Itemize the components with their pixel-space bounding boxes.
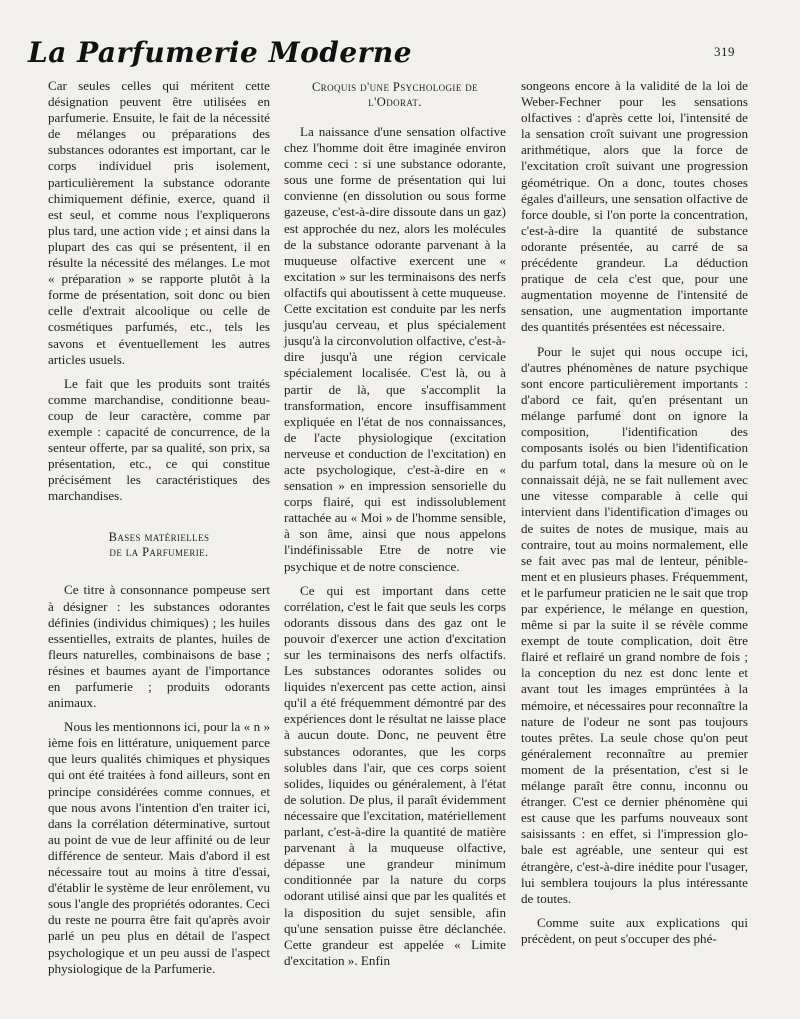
paragraph: songeons encore à la validité de la loi de Weber-Fechner pour les sensations olfactives : d'après cette loi, l'intensité de la sensation croît suivant une progression arithmétique, alors que la force de l'excitation croît suivant une progression géométrique. On a donc, toutes choses égales d'ailleurs, une sensation olfactive de force double, si l'on porte la concentration, c'est-à-dire la quantité de substance odorante présentée, au carré de sa précédente grandeur. La déduction pratique de cela c'est que, pour une augmentation moyenne de l'intensité de sensation, une augmentation importante des quantités présentées est nécessaire. — [521, 78, 748, 335]
paragraph: Car seules celles qui méritent cette désignation peuvent être utilisées en parfumerie. Ensuite, le fait de la nécessité de mélanges ou préparations des substances odorantes est important, car le corps individuel pris isolement, particulièrement la substance odorante chimiquement définie, exerce, quand il est seul, et comme nous l'expliquerons plus tard, une action vide ; et ainsi dans la plupart des cas qui se présentent, il en résulte la nécessité des mélanges. Le mot « préparation » se rapporte plutôt à la forme de présentation, soit donc ou bien celle d'extrait alcoolique ou celle de cosmétiques parfumés, etc., tels les savons et éventuellement les autres articles usuels. — [48, 78, 270, 367]
heading-line: l'Odorat. — [368, 95, 422, 109]
paragraph: Ce qui est important dans cette corrélation, c'est le fait que seuls les corps odorants dissous dans des gaz ont le pouvoir d'exercer une action d'excitation sur les terminaisons des nerfs olfactifs. Les substances odorantes solides ou liquides n'exercent pas cette action, ainsi qu'il a été fréquemment démontré par des expériences dont le résultat ne laisse place à aucun doute. Donc, ne peuvent être substances odorantes, que les corps solubles dans l'air, que ces corps soient solides, liquides ou généralement, à l'état de solution. De plus, il paraît évidemment nécessaire que l'excitation, matériellement parlant, c'est-à-dire la quantité de matière parvenant à la muqueuse olfactive, dépasse une grandeur minimum conditionnée par la nature du corps odorant utilisé ainsi que par les qualités et la disposition du sujet sensible, afin qu'une sensation puisse être déclanchée. Cette grandeur est appelée « Limite d'excitation ». Enfin — [284, 582, 506, 968]
heading-line: Bases matérielles — [108, 530, 210, 545]
paragraph: Pour le sujet qui nous occupe ici, d'autres phénomènes de nature psychique sont encore particulièrement importants : d'abord ce fait, qu'en présentant un mélange parfumé dont on ignore la composition, l'identification des composants isolés ou bien l'identification du parfum total, dans la mesure où on le connaissait déjà, ne se fait nullement avec une vitesse comparable à celle qui intervient dans l'identification d'images ou de suites de notes de musique, mais au contraire, tout au moins normalement, elle se fait avec pas mal de lenteur, péniblement et en plusieurs phases. Fréquemment, et le parfumeur praticien ne le sait que trop par expérience, le mélange en question, même si par la suite il se révèle comme exempt de toute complication, doit être flairé et reflairé un grand nombre de fois ; la conception du nez est donc lente et avant tout les images emprüntées à la mémoire, et nécessaires pour reconnaître la nature de l'odeur ne sont pas toujours toutes prêtes. La seule chose qu'on peut généralement reconnaître au premier moment de la présentation, c'est si le mélange paraît être connu, inconnu ou étranger. C'est ce dernier phénomène qui est cause que les parfums nouveaux sont saisissants : en effet, si l'impression globale est agréable, une senteur qui est étrangère, c'est-à-dire inédite pour l'usager, lui semblera toujours la plus intéressante de toutes. — [521, 343, 748, 906]
column-3 — [521, 78, 748, 955]
page-number: 319 — [714, 44, 735, 59]
heading-line: de la Parfumerie. — [109, 545, 209, 560]
paragraph: Nous les mentionnons ici, pour la « n » ième fois en littérature, uniquement parce que leurs qualités chimiques et physiques qui ont été traitées à fond ailleurs, sont en principe considérées comme connues, et que nous avons l'intention d'en traiter ici, dans la corrélation déterminative, surtout au point de vue de leur affinité ou de leur différence de senteur. Mais d'abord il est nécessaire tout au moins à titre d'essai, d'établir le système de leur enrôlement, vu sous l'angle des propriétés odorantes. Ceci du reste ne pourra être fait qu'après avoir parlé un peu plus en détail de l'aspect psychologique et un peu aussi de l'aspect physiologique de la Parfumerie. — [48, 719, 270, 976]
heading-line: Croquis d'une Psychologie de — [311, 80, 479, 94]
paragraph: Le fait que les produits sont traités comme marchandise, conditionne beaucoup de leur caractère, comme par exemple : capacité de concurrence, de la senteur offerte, par sa qualité, son prix, sa présentation, etc., ce qui constitue précisément les caractéristiques des marchandises. — [48, 375, 270, 504]
paragraph: Ce titre à consonnance pompeuse sert à désigner : les substances odorantes définies (individus chimiques) ; les huiles essentielles, extraits de plantes, huiles de fleurs naturelles, combinaisons de base ; résines et baumes ayant de l'importance en parfumerie ; produits odorants animaux. — [48, 582, 270, 711]
section-heading — [48, 530, 270, 560]
paragraph: Comme suite aux explications qui précèdent, on peut s'occuper des phé- — [521, 914, 748, 946]
masthead-title: La Parfumerie Moderne — [28, 36, 413, 69]
column-2 — [284, 78, 506, 977]
section-heading — [284, 80, 506, 110]
column-1 — [48, 78, 270, 985]
paragraph: La naissance d'une sensation olfactive chez l'homme doit être imaginée environ comme ceci : si une substance odorante, sous une forme de présentation qui lui convienne (en dissolution ou sous forme gazeuse, c'est-à-dire dissoute dans un gaz) est approchée du nez, alors les molécules de la substance odorante parvenant à la muqueuse olfactive exercent une « excitation » sur les terminaisons des nerfs olfactifs qui aboutissent à cette muqueuse. Cette excitation est conduite par les nerfs jusqu'au cerveau, et plus spécialement jusqu'à la circonvolution olfactive, c'est-à-dire jusqu'à une région cervicale spécialement localisée. C'est là, ou à partir de là, que s'accomplit la transformation, encore insuffisamment expliquée en l'état de nos connaissances, de l'acte physiologique (excitation nerveuse et conduction de l'excitation) en acte psychologique, c'est-à-dire en « sensation » en impression sensorielle du corps flairé, qui est indissolublement rattachée au « Moi » de l'homme sensible, à son âme, ainsi que nous appelons l'indéfinissable Etre de notre vie psychique et de notre conscience. — [284, 124, 506, 574]
